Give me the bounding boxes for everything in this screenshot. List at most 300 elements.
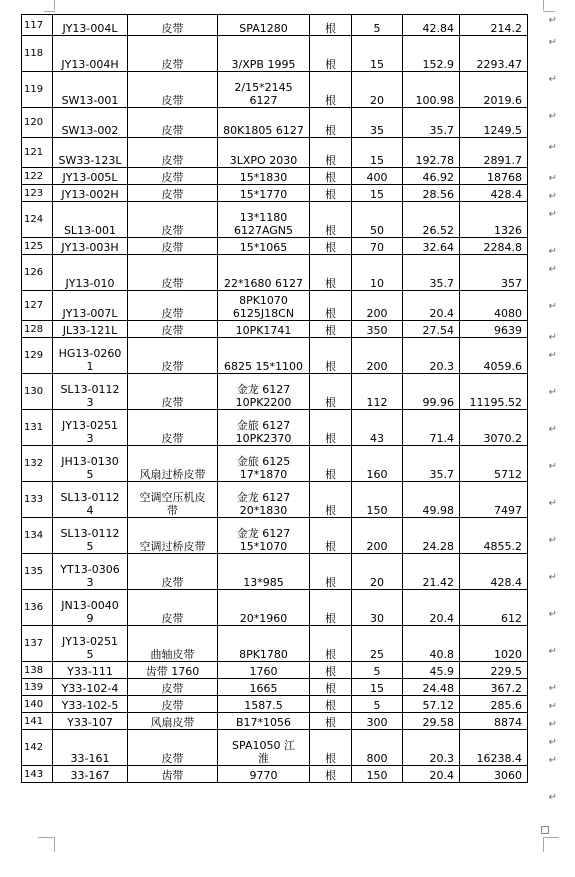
unit-cell: 根 [310, 766, 352, 783]
unit-cell: 根 [310, 321, 352, 338]
row-end-mark: ↵ [548, 15, 557, 26]
part-code-cell-text: JY13-0251 [62, 635, 118, 648]
quantity-cell: 20 [352, 72, 403, 108]
part-code-cell-text: Y33-102-5 [61, 699, 119, 712]
spec-cell-text: SPA1050 江 [232, 739, 295, 752]
row-number-cell: 126 [22, 255, 53, 291]
part-code-cell-text: JY13-003H [61, 241, 119, 254]
part-code-cell [53, 590, 128, 626]
part-code-cell [53, 36, 128, 72]
spec-cell [218, 238, 310, 255]
spec-cell [218, 713, 310, 730]
table-row [22, 291, 528, 321]
amount-cell: 2891.7 [460, 138, 528, 168]
row-end-mark: ↵ [548, 792, 557, 803]
row-end-mark: ↵ [548, 209, 557, 220]
unit-price-cell: 24.48 [403, 679, 460, 696]
unit-cell: 根 [310, 626, 352, 662]
row-number-cell: 136 [22, 590, 53, 626]
unit-price-cell: 40.8 [403, 626, 460, 662]
row-number-cell: 121 [22, 138, 53, 168]
table-row [22, 338, 528, 374]
unit-cell: 根 [310, 138, 352, 168]
part-code-cell-text: JY13-0251 [62, 419, 118, 432]
spec-cell-text: 9770 [249, 769, 278, 782]
table-row [22, 446, 528, 482]
spec-cell [218, 185, 310, 202]
part-code-cell-text: JY13-007L [62, 307, 118, 320]
table-row [22, 730, 528, 766]
part-name-cell [128, 713, 218, 730]
spec-cell-text: 3LXPO 2030 [229, 154, 298, 167]
part-code-cell [53, 730, 128, 766]
unit-price-cell: 35.7 [403, 446, 460, 482]
row-number-cell: 143 [22, 766, 53, 783]
part-name-cell-text: 皮带 [161, 360, 184, 373]
part-name-cell [128, 291, 218, 321]
amount-cell: 4855.2 [460, 518, 528, 554]
row-number-cell: 140 [22, 696, 53, 713]
part-code-cell [53, 291, 128, 321]
amount-cell: 4059.6 [460, 338, 528, 374]
part-code-cell [53, 255, 128, 291]
part-name-cell [128, 590, 218, 626]
quantity-cell: 50 [352, 202, 403, 238]
table-row [22, 662, 528, 679]
corner-mark [543, 837, 559, 838]
quantity-cell: 150 [352, 766, 403, 783]
amount-cell: 285.6 [460, 696, 528, 713]
part-name-cell-text: 皮带 [161, 612, 184, 625]
unit-cell: 根 [310, 291, 352, 321]
part-code-cell-text: JY13-005L [62, 171, 118, 184]
part-code-cell-text: 3 [86, 576, 94, 589]
table-row [22, 168, 528, 185]
quantity-cell: 112 [352, 374, 403, 410]
spec-cell-text: 金龙 6127 [236, 527, 291, 540]
part-code-cell-text: SL13-0112 [60, 527, 120, 540]
row-number-cell: 141 [22, 713, 53, 730]
amount-cell: 3070.2 [460, 410, 528, 446]
quantity-cell: 15 [352, 679, 403, 696]
spec-cell-text: SPA1280 [239, 22, 288, 35]
table-end-handle[interactable] [541, 826, 549, 834]
row-number-cell: 120 [22, 108, 53, 138]
part-code-cell [53, 138, 128, 168]
part-code-cell [53, 338, 128, 374]
corner-mark [543, 11, 555, 12]
table-row [22, 374, 528, 410]
part-code-cell [53, 15, 128, 36]
spec-cell-text: 15*1065 [239, 241, 288, 254]
amount-cell: 1020 [460, 626, 528, 662]
part-name-cell [128, 482, 218, 518]
part-name-cell-text: 皮带 [161, 699, 184, 712]
spec-cell-text: 15*1830 [239, 171, 288, 184]
part-code-cell-text: Y33-107 [67, 716, 113, 729]
spec-cell-text: 80K1805 6127 [223, 124, 304, 137]
unit-price-cell: 29.58 [403, 713, 460, 730]
row-number-cell: 142 [22, 730, 53, 766]
corner-mark [44, 11, 55, 12]
row-number-cell: 139 [22, 679, 53, 696]
amount-cell: 428.4 [460, 185, 528, 202]
part-code-cell-text: YT13-0306 [60, 563, 120, 576]
part-name-cell [128, 626, 218, 662]
spec-cell-text: 淮 [258, 752, 269, 765]
row-number-cell: 132 [22, 446, 53, 482]
quantity-cell: 200 [352, 291, 403, 321]
unit-price-cell: 20.4 [403, 291, 460, 321]
quantity-cell: 20 [352, 554, 403, 590]
spec-cell [218, 626, 310, 662]
quantity-cell: 15 [352, 185, 403, 202]
spec-cell-text: 金旅 6125 [236, 455, 291, 468]
amount-cell: 1249.5 [460, 108, 528, 138]
unit-cell: 根 [310, 15, 352, 36]
unit-cell: 根 [310, 446, 352, 482]
spec-cell-text: 8PK1780 [239, 648, 288, 661]
row-end-mark: ↵ [548, 719, 557, 730]
row-number-cell: 123 [22, 185, 53, 202]
part-code-cell [53, 696, 128, 713]
unit-price-cell: 46.92 [403, 168, 460, 185]
spec-cell-text: 1760 [249, 665, 278, 678]
part-name-cell [128, 202, 218, 238]
row-number-cell: 118 [22, 36, 53, 72]
table-row [22, 138, 528, 168]
part-name-cell-text: 皮带 [161, 576, 184, 589]
spec-cell-text: B17*1056 [235, 716, 292, 729]
part-code-cell-text: 1 [86, 360, 94, 373]
part-code-cell [53, 185, 128, 202]
unit-cell: 根 [310, 255, 352, 291]
part-code-cell-text: 3 [86, 396, 94, 409]
part-name-cell [128, 696, 218, 713]
row-end-mark: ↵ [548, 646, 557, 657]
part-name-cell [128, 446, 218, 482]
table-row [22, 108, 528, 138]
quantity-cell: 10 [352, 255, 403, 291]
part-name-cell-text: 皮带 [161, 22, 184, 35]
unit-price-cell: 20.4 [403, 590, 460, 626]
row-number-cell: 122 [22, 168, 53, 185]
spec-cell [218, 202, 310, 238]
spec-cell-text: 22*1680 6127 [224, 277, 303, 290]
part-code-cell [53, 410, 128, 446]
corner-mark [54, 838, 55, 852]
spec-cell-text: 8PK1070 [239, 294, 288, 307]
part-name-cell-text: 皮带 [161, 432, 184, 445]
spec-cell-text: 20*1960 [239, 612, 288, 625]
part-code-cell-text: 9 [86, 612, 94, 625]
row-end-mark: ↵ [548, 301, 557, 312]
amount-cell: 18768 [460, 168, 528, 185]
table-row [22, 72, 528, 108]
part-code-cell [53, 766, 128, 783]
part-code-cell-text: JL33-121L [62, 324, 118, 337]
row-end-mark: ↵ [548, 387, 557, 398]
table-row [22, 518, 528, 554]
amount-cell: 2019.6 [460, 72, 528, 108]
quantity-cell: 5 [352, 662, 403, 679]
unit-price-cell: 35.7 [403, 108, 460, 138]
spec-cell [218, 321, 310, 338]
table-row [22, 590, 528, 626]
part-code-cell-text: JY13-004L [62, 22, 118, 35]
unit-cell: 根 [310, 108, 352, 138]
row-end-mark: ↵ [548, 350, 557, 361]
spec-cell [218, 446, 310, 482]
table-row [22, 766, 528, 783]
table-row [22, 410, 528, 446]
table-row [22, 696, 528, 713]
corner-mark [38, 837, 55, 838]
part-name-cell-text: 风扇皮带 [150, 716, 195, 729]
row-end-mark: ↵ [548, 755, 557, 766]
amount-cell: 2293.47 [460, 36, 528, 72]
part-name-cell [128, 108, 218, 138]
unit-price-cell: 42.84 [403, 15, 460, 36]
part-name-cell-text: 皮带 [161, 307, 184, 320]
part-name-cell-text: 带 [167, 504, 178, 517]
spec-cell-text: 6825 15*1100 [224, 360, 303, 373]
unit-cell: 根 [310, 202, 352, 238]
table-row [22, 36, 528, 72]
part-name-cell-text: 皮带 [161, 224, 184, 237]
table-row [22, 482, 528, 518]
part-name-cell-text: 皮带 [161, 324, 184, 337]
unit-cell: 根 [310, 713, 352, 730]
part-code-cell [53, 168, 128, 185]
spec-cell [218, 679, 310, 696]
row-end-mark: ↵ [548, 173, 557, 184]
part-code-cell-text: 33-161 [70, 752, 110, 765]
part-name-cell-text: 齿带 [161, 769, 184, 782]
part-name-cell-text: 皮带 [161, 171, 184, 184]
spec-cell-text: 10PK2200 [235, 396, 292, 409]
part-name-cell [128, 138, 218, 168]
unit-cell: 根 [310, 338, 352, 374]
amount-cell: 4080 [460, 291, 528, 321]
quantity-cell: 15 [352, 138, 403, 168]
spec-cell [218, 138, 310, 168]
part-code-cell-text: SW33-123L [58, 154, 122, 167]
amount-cell: 9639 [460, 321, 528, 338]
part-code-cell [53, 108, 128, 138]
row-number-cell: 124 [22, 202, 53, 238]
unit-price-cell: 57.12 [403, 696, 460, 713]
unit-cell: 根 [310, 730, 352, 766]
spec-cell [218, 374, 310, 410]
unit-price-cell: 20.3 [403, 730, 460, 766]
row-number-cell: 128 [22, 321, 53, 338]
part-name-cell [128, 518, 218, 554]
unit-price-cell: 21.42 [403, 554, 460, 590]
row-number-cell: 119 [22, 72, 53, 108]
part-code-cell-text: Y33-102-4 [61, 682, 119, 695]
part-name-cell-text: 皮带 [161, 396, 184, 409]
unit-cell: 根 [310, 374, 352, 410]
amount-cell: 2284.8 [460, 238, 528, 255]
part-code-cell-text: JN13-0040 [61, 599, 119, 612]
quantity-cell: 160 [352, 446, 403, 482]
quantity-cell: 800 [352, 730, 403, 766]
unit-price-cell: 100.98 [403, 72, 460, 108]
amount-cell: 3060 [460, 766, 528, 783]
row-end-mark: ↵ [548, 609, 557, 620]
part-code-cell [53, 679, 128, 696]
spec-cell [218, 15, 310, 36]
spec-cell [218, 730, 310, 766]
amount-cell: 16238.4 [460, 730, 528, 766]
quantity-cell: 25 [352, 626, 403, 662]
quantity-cell: 15 [352, 36, 403, 72]
unit-price-cell: 71.4 [403, 410, 460, 446]
row-end-mark: ↵ [548, 701, 557, 712]
spec-cell-text: 3/XPB 1995 [231, 58, 296, 71]
belt-parts-table [21, 14, 528, 783]
row-number-cell: 127 [22, 291, 53, 321]
part-code-cell [53, 554, 128, 590]
part-code-cell-text: SW13-001 [61, 94, 119, 107]
row-end-mark: ↵ [548, 683, 557, 694]
spec-cell [218, 410, 310, 446]
quantity-cell: 70 [352, 238, 403, 255]
spec-cell-text: 1587.5 [244, 699, 283, 712]
part-code-cell-text: HG13-0260 [58, 347, 122, 360]
part-code-cell-text: 5 [86, 540, 94, 553]
amount-cell: 229.5 [460, 662, 528, 679]
quantity-cell: 5 [352, 696, 403, 713]
part-code-cell [53, 662, 128, 679]
unit-price-cell: 20.3 [403, 338, 460, 374]
unit-price-cell: 35.7 [403, 255, 460, 291]
row-number-cell: 138 [22, 662, 53, 679]
spec-cell-text: 20*1830 [239, 504, 288, 517]
corner-mark [543, 838, 544, 852]
amount-cell: 214.2 [460, 15, 528, 36]
table-row [22, 185, 528, 202]
unit-cell: 根 [310, 482, 352, 518]
table-row [22, 713, 528, 730]
row-end-mark: ↵ [548, 332, 557, 343]
unit-cell: 根 [310, 72, 352, 108]
part-name-cell [128, 36, 218, 72]
unit-price-cell: 24.28 [403, 518, 460, 554]
part-name-cell-text: 曲轴皮带 [150, 648, 195, 661]
spec-cell-text: 1665 [249, 682, 278, 695]
spec-cell [218, 291, 310, 321]
row-number-cell: 130 [22, 374, 53, 410]
spec-cell [218, 518, 310, 554]
row-number-cell: 137 [22, 626, 53, 662]
row-end-mark: ↵ [548, 535, 557, 546]
unit-cell: 根 [310, 662, 352, 679]
part-name-cell-text: 皮带 [161, 241, 184, 254]
unit-price-cell: 152.9 [403, 36, 460, 72]
spec-cell [218, 766, 310, 783]
part-name-cell [128, 554, 218, 590]
amount-cell: 5712 [460, 446, 528, 482]
row-end-mark: ↵ [548, 264, 557, 275]
part-name-cell-text: 皮带 [161, 752, 184, 765]
row-number-cell: 129 [22, 338, 53, 374]
row-end-mark: ↵ [548, 246, 557, 257]
spec-cell-text: 10PK2370 [235, 432, 292, 445]
row-end-mark: ↵ [548, 74, 557, 85]
table-row [22, 15, 528, 36]
table-row [22, 554, 528, 590]
table-row [22, 626, 528, 662]
part-code-cell-text: 4 [86, 504, 94, 517]
quantity-cell: 5 [352, 15, 403, 36]
part-code-cell-text: JY13-002H [61, 188, 119, 201]
spec-cell-text: 13*985 [243, 576, 284, 589]
part-name-cell-text: 皮带 [161, 277, 184, 290]
unit-cell: 根 [310, 36, 352, 72]
amount-cell: 612 [460, 590, 528, 626]
spec-cell-text: 2/15*2145 [234, 81, 293, 94]
unit-cell: 根 [310, 554, 352, 590]
part-name-cell [128, 679, 218, 696]
spec-cell [218, 696, 310, 713]
spec-cell [218, 255, 310, 291]
corner-mark [543, 0, 544, 10]
part-code-cell [53, 626, 128, 662]
part-code-cell [53, 713, 128, 730]
table-row [22, 238, 528, 255]
row-end-mark: ↵ [548, 424, 557, 435]
spec-cell [218, 590, 310, 626]
part-code-cell-text: SL13-001 [63, 224, 117, 237]
row-end-mark: ↵ [548, 111, 557, 122]
table-row [22, 202, 528, 238]
part-name-cell [128, 338, 218, 374]
row-end-mark: ↵ [548, 461, 557, 472]
unit-price-cell: 28.56 [403, 185, 460, 202]
amount-cell: 7497 [460, 482, 528, 518]
part-code-cell [53, 374, 128, 410]
table-row [22, 679, 528, 696]
part-name-cell-text: 皮带 [161, 124, 184, 137]
quantity-cell: 200 [352, 518, 403, 554]
unit-cell: 根 [310, 410, 352, 446]
spec-cell-text: 15*1070 [239, 540, 288, 553]
spec-cell-text: 15*1770 [239, 188, 288, 201]
part-code-cell [53, 238, 128, 255]
part-code-cell-text: JY13-010 [65, 277, 115, 290]
part-code-cell-text: JY13-004H [61, 58, 119, 71]
part-name-cell [128, 168, 218, 185]
part-name-cell [128, 15, 218, 36]
quantity-cell: 400 [352, 168, 403, 185]
part-name-cell [128, 374, 218, 410]
table-row [22, 321, 528, 338]
amount-cell: 428.4 [460, 554, 528, 590]
spec-cell [218, 72, 310, 108]
table-row [22, 255, 528, 291]
amount-cell: 357 [460, 255, 528, 291]
part-code-cell-text: 33-167 [70, 769, 110, 782]
part-code-cell-text: SL13-0112 [60, 491, 120, 504]
spec-cell [218, 168, 310, 185]
part-name-cell-text: 皮带 [161, 188, 184, 201]
part-code-cell-text: SW13-002 [61, 124, 119, 137]
part-name-cell [128, 255, 218, 291]
part-name-cell-text: 风扇过桥皮带 [139, 468, 206, 481]
part-code-cell-text: Y33-111 [67, 665, 113, 678]
